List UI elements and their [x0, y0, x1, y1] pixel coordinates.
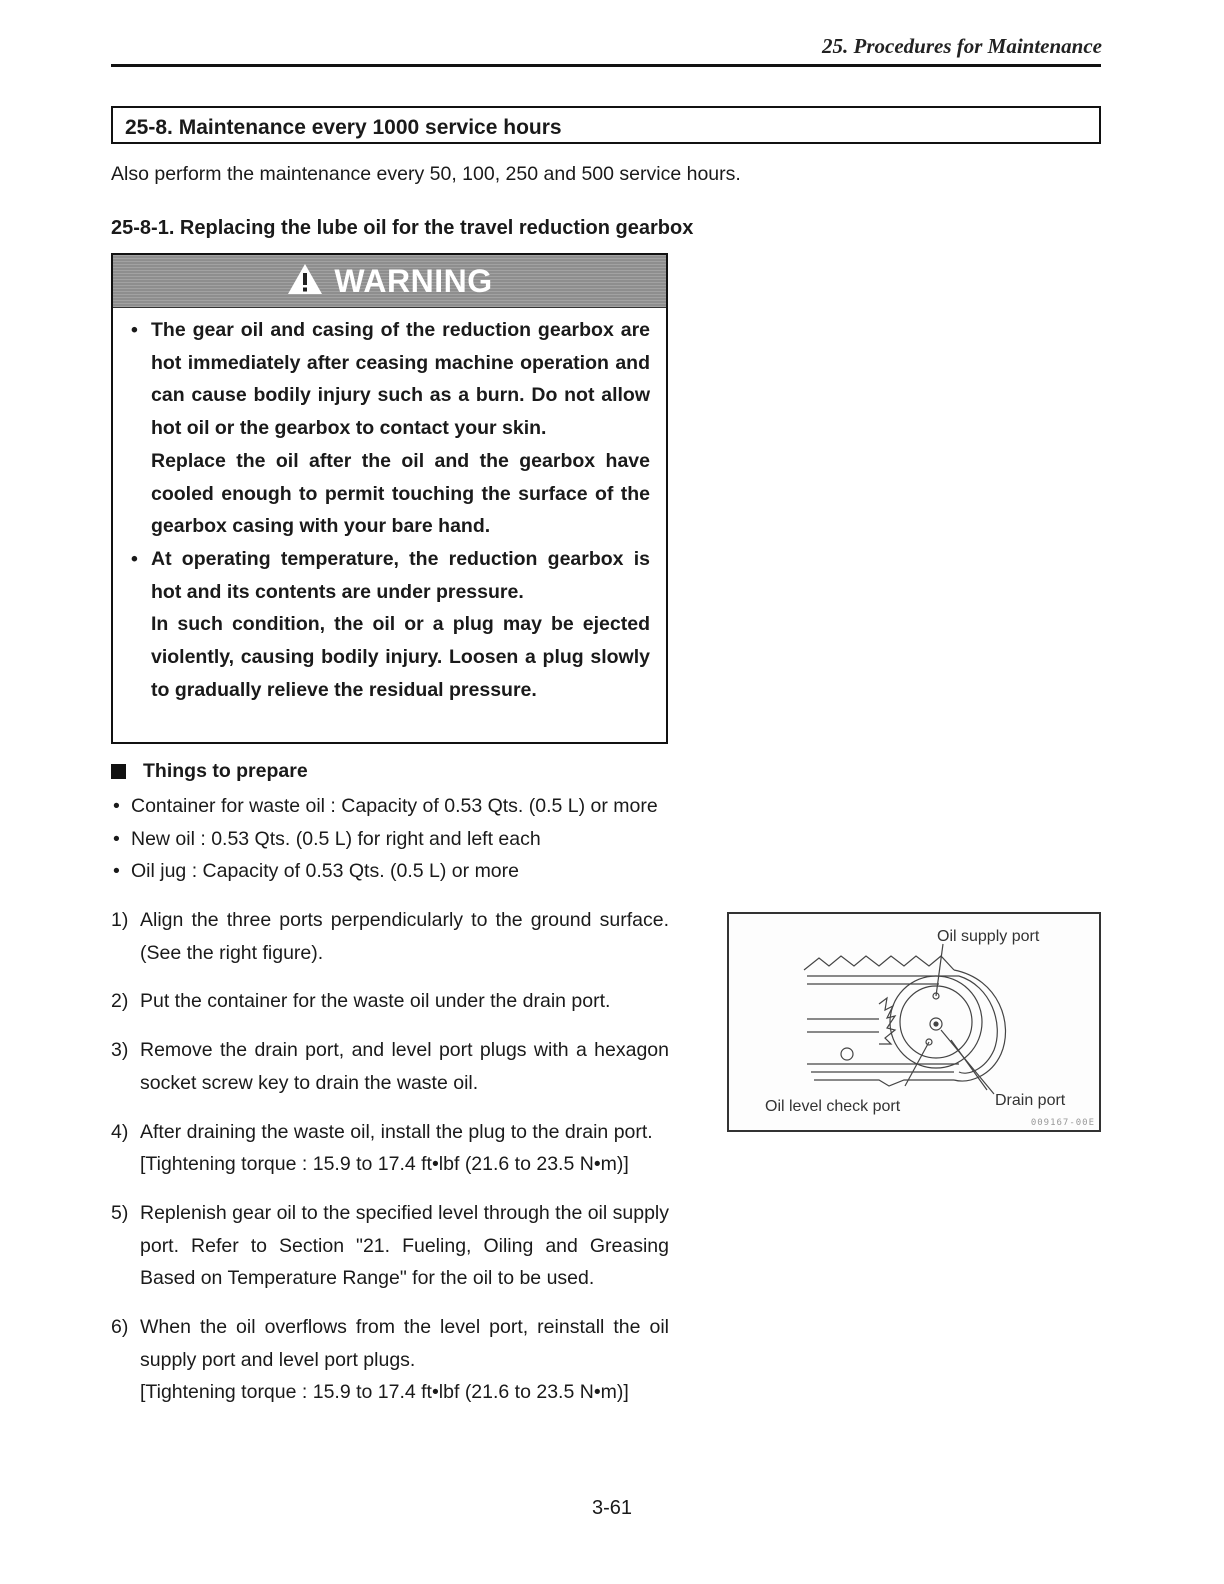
list-item-text: New oil : 0.53 Qts. (0.5 L) for right and left each — [131, 827, 541, 850]
list-item-text: Oil jug : Capacity of 0.53 Qts. (0.5 L) or more — [131, 860, 519, 883]
step-text: Replenish gear oil to the specified level through the oil supply port. Refer to Section "21. Fueling, Oiling and Greasing Based on Temperature Range" for the oil to be used. — [140, 1201, 669, 1290]
list-item-text: Container for waste oil : Capacity of 0.53 Qts. (0.5 L) or more — [131, 795, 658, 817]
square-bullet-icon — [111, 764, 126, 779]
warning-item — [131, 543, 650, 707]
label-oil-level-check-port: Oil level check port — [765, 1098, 901, 1115]
bullet: • — [113, 860, 120, 883]
step-text: Remove the drain port, and level port plugs with a hexagon socket screw key to drain the waste oil. — [140, 1039, 669, 1094]
bullet: • — [113, 827, 120, 850]
step-number: 2) — [111, 990, 129, 1013]
list-item — [111, 855, 658, 888]
warning-title: WARNING — [334, 262, 493, 299]
bullet: • — [131, 319, 138, 341]
bullet: • — [131, 547, 138, 570]
label-drain-port: Drain port — [995, 1092, 1066, 1109]
step — [111, 985, 669, 1018]
step-number: 3) — [111, 1039, 129, 1062]
step-text: After draining the waste oil, install the plug to the drain port. — [140, 1120, 653, 1143]
label-oil-supply-port: Oil supply port — [937, 928, 1040, 945]
prepare-title — [111, 760, 308, 783]
list-item — [111, 823, 658, 856]
step-number: 4) — [111, 1120, 129, 1143]
warning-header — [113, 255, 666, 308]
warning-paragraph: At operating temperature, the reduction gearbox is hot and its contents are under pressure. — [151, 547, 650, 603]
gearbox-figure — [727, 912, 1101, 1132]
prepare-list — [111, 790, 658, 888]
step-torque: [Tightening torque : 15.9 to 17.4 ft•lbf (21.6 to 23.5 N•m)] — [140, 1153, 629, 1176]
step — [111, 904, 669, 969]
bullet: • — [113, 795, 120, 817]
step — [111, 1197, 669, 1295]
list-item — [111, 790, 658, 823]
prepare-title-text: Things to prepare — [143, 760, 308, 782]
warning-item — [131, 314, 650, 543]
step — [111, 1116, 669, 1181]
step-number: 5) — [111, 1201, 129, 1224]
step-text: Align the three ports perpendicularly to the ground surface. (See the right figure). — [140, 909, 669, 964]
warning-paragraph: In such condition, the oil or a plug may be ejected violently, causing bodily injury. Loosen a plug slowly to gradually relieve the residual pressure. — [151, 613, 650, 701]
section-intro: Also perform the maintenance every 50, 100, 250 and 500 service hours. — [111, 163, 741, 185]
warning-box — [111, 253, 668, 744]
step — [111, 1034, 669, 1099]
procedure-steps — [111, 904, 669, 1425]
page-number: 3-61 — [591, 1497, 633, 1519]
header-rule — [111, 64, 1101, 67]
step-text: When the oil overflows from the level port, reinstall the oil supply port and level port plugs. — [140, 1316, 669, 1371]
step-torque: [Tightening torque : 15.9 to 17.4 ft•lbf (21.6 to 23.5 N•m)] — [140, 1381, 629, 1404]
step-text: Put the container for the waste oil under the drain port. — [140, 990, 611, 1013]
step-number: 1) — [111, 909, 129, 931]
running-head-title: 25. Procedures for Maintenance — [822, 34, 1102, 58]
warning-body — [113, 308, 666, 706]
figure-code: 009167-00E — [1030, 1118, 1095, 1128]
warning-paragraph: The gear oil and casing of the reduction gearbox are hot immediately after ceasing machine operation and can cause bodily injury such as a burn. Do not allow hot oil or the gearbox to contact your skin. — [151, 319, 650, 440]
warning-paragraph: Replace the oil after the oil and the gearbox have cooled enough to permit touching the surface of the gearbox casing with your bare hand. — [151, 449, 650, 538]
step — [111, 1311, 669, 1409]
step-number: 6) — [111, 1316, 129, 1339]
section-title: 25-8. Maintenance every 1000 service hours — [111, 106, 1101, 144]
subsection-title: 25-8-1. Replacing the lube oil for the travel reduction gearbox — [111, 217, 694, 239]
warning-triangle-icon — [286, 262, 324, 301]
